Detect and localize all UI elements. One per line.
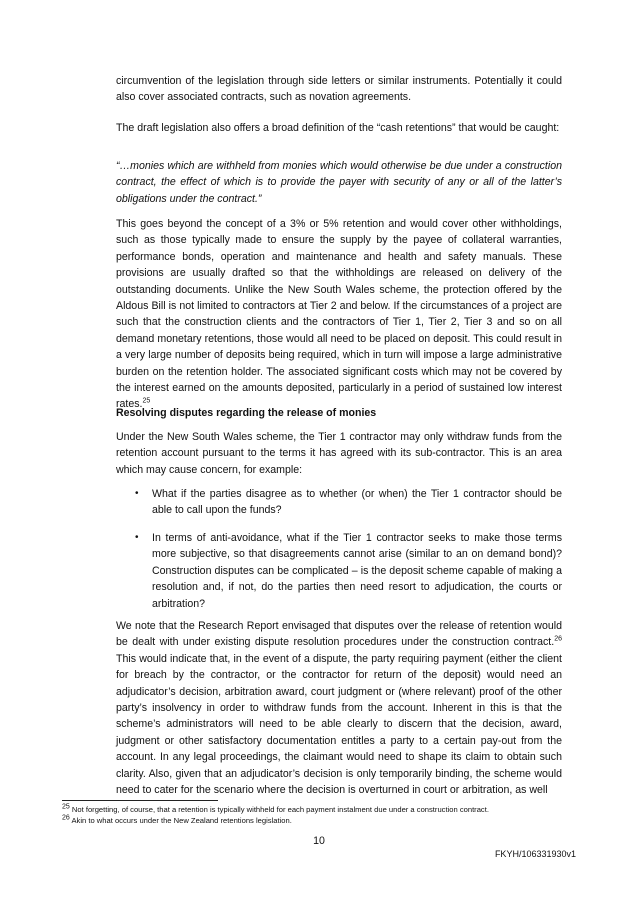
quoted-definition: “…monies which are withheld from monies which would otherwise be due under a construction contract, the effect of which is to provide the payer with security of any or all of the latter’s obligations under the contract.” — [116, 160, 562, 205]
footnote-text: Not forgetting, of course, that a retention is typically withheld for each payment instalment due under a construction contract. — [69, 805, 489, 814]
paragraph-research-report — [116, 618, 562, 798]
paragraph-nsw-scheme: Under the New South Wales scheme, the Tier 1 contractor may only withdraw funds from the retention account pursuant to the terms it has agreed with its sub-contractor. This is an area which may cause concern, for example: — [116, 431, 562, 476]
bullet-text: What if the parties disagree as to whether (or when) the Tier 1 contractor should be able to call upon the funds? — [152, 488, 562, 517]
paragraph-research-report-text-b: This would indicate that, in the event of a dispute, the party requiring payment (either the client for breach by the contractor, or the contractor for return of the deposit) would need an adjudicator’s decision, arbitration award, court judgment or (where relevant) proof of the other party’s insolvency in order to withdraw funds from the account. Inherent in this is that the scheme’s administrators will need to be able clearly to discern that the decision, award, judgment or other satisfactory documentation entitles a party to a certain pay-out from the account. In any legal proceedings, the claimant would need to shape its claim to obtain such clarity. Also, given that an adjudicator’s decision is only temporarily binding, the scheme would need to cater for the scenario where the decision is overturned in court or arbitration, as well — [116, 652, 562, 797]
paragraph-circumvention: circumvention of the legislation through side letters or similar instruments. Potentially it could also cover associated contracts, such as novation agreements. — [116, 75, 562, 104]
paragraph-retention-concept-text: This goes beyond the concept of a 3% or 5% retention and would cover other withholdings, such as those typically made to ensure the supply by the payee of collateral warranties, performance bonds, operation and maintenance and health and safety manuals. These provisions are usually drafted so that the withholdings are released on delivery of the outstanding documents. Unlike the New South Wales scheme, the protection offered by the Aldous Bill is not limited to contractors at Tier 2 and below. If the circumstances of a project are such that the construction clients and the contractors of Tier 1, Tier 2, Tier 3 and so on all demand monetary retentions, those would all need to be placed on deposit. This could result in a very large number of deposits being required, which in turn will impose a large administrative burden on the retention holder. The associated significant costs which may not be covered by the interest earned on the amounts deposited, particularly in a period of sustained low interest rates. — [116, 218, 562, 411]
footnote-number: 25 — [62, 803, 70, 811]
paragraph-draft-legislation: The draft legislation also offers a broad definition of the “cash retentions” that would be caught: — [116, 122, 560, 134]
bullet-item — [135, 486, 562, 519]
footnote-ref-25: 25 — [142, 397, 151, 405]
bullet-text: In terms of anti-avoidance, what if the Tier 1 contractor seeks to make those terms more subjective, so that disagreements cannot arise (similar to an on demand bond)? Construction disputes can be complicated – is the deposit scheme capable of making a resolution and, if not, do the parties then need resort to adjudication, the courts or arbitration? — [152, 532, 562, 610]
footnote-26 — [62, 816, 582, 826]
document-reference: FKYH/106331930v1 — [494, 849, 576, 859]
footnote-ref-26: 26 — [554, 635, 562, 643]
footnote-25 — [62, 805, 582, 815]
paragraph-research-report-text-a: We note that the Research Report envisaged that disputes over the release of retention would be dealt with under existing dispute resolution procedures under the construction contract. — [116, 620, 562, 649]
bullet-marker: • — [135, 488, 139, 499]
section-heading: Resolving disputes regarding the release of monies — [116, 407, 377, 419]
page-number: 10 — [313, 835, 325, 847]
paragraph-retention-concept — [116, 216, 562, 413]
footnote-text: Akin to what occurs under the New Zealand retentions legislation. — [69, 816, 292, 825]
bullet-marker: • — [135, 532, 139, 543]
footnote-separator — [62, 800, 218, 801]
bullet-item — [135, 530, 562, 612]
footnote-number: 26 — [62, 814, 70, 822]
